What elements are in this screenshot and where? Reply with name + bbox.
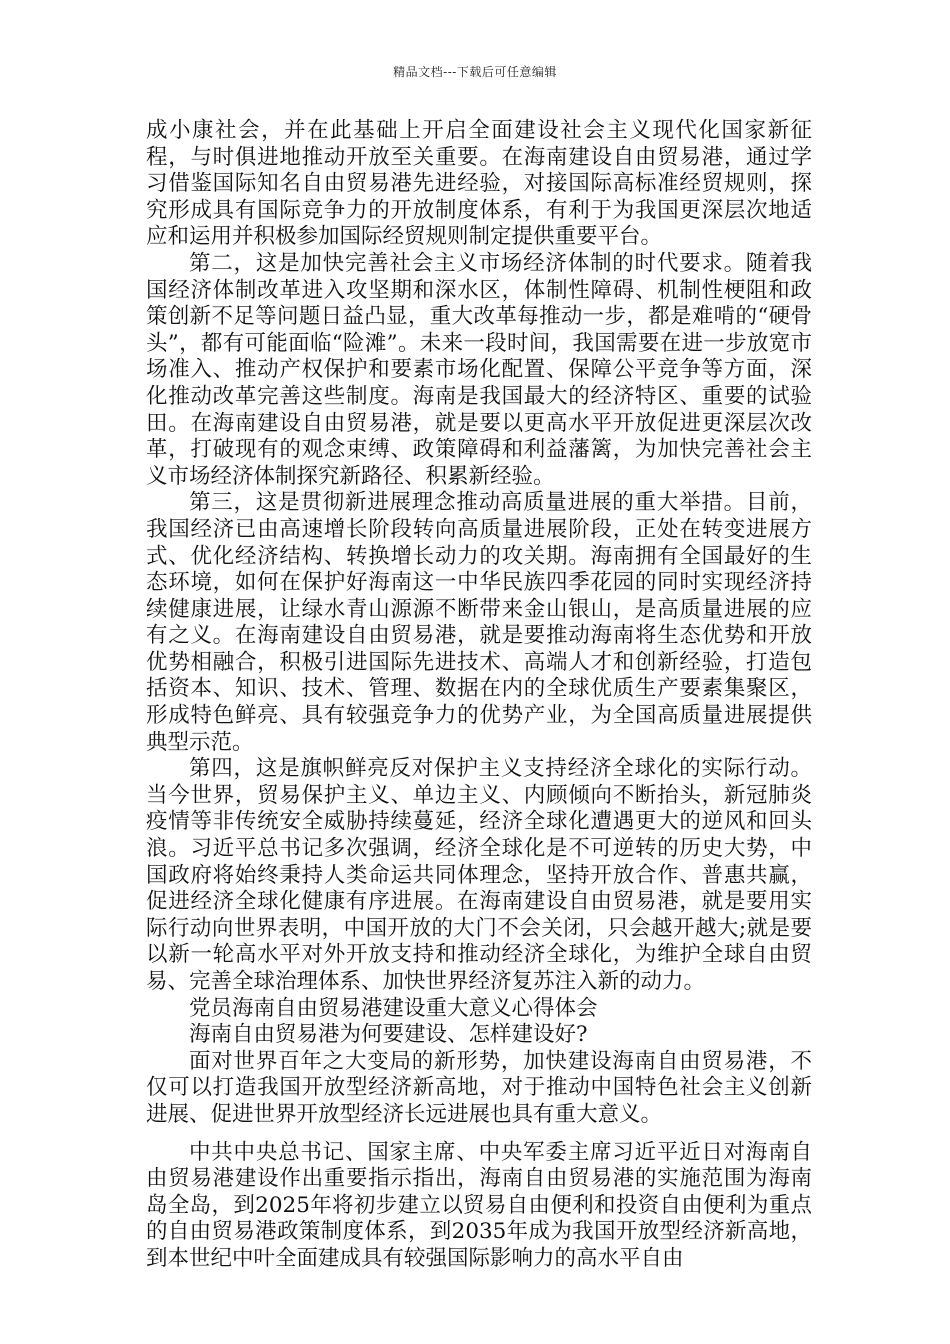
document-body (146, 118, 812, 1273)
section-subtitle: 海南自由贸易港为何要建设、怎样建设好? (189, 1022, 588, 1048)
paragraph-5: 面对世界百年之大变局的新形势，加快建设海南自由贸易港，不仅可以打造我国开放型经济新高地，对于推动中国特色社会主义创新进展、促进世界开放型经济长远进展也具有重大意义。 (146, 1048, 812, 1127)
section-title: 党员海南自由贸易港建设重大意义心得体会 (189, 995, 598, 1021)
paragraph-4: 第四，这是旗帜鲜亮反对保护主义支持经济全球化的实际行动。当今世界，贸易保护主义、单边主义、内顾倾向不断抬头，新冠肺炎疫情等非传统安全威胁持续蔓延，经济全球化遭遇更大的逆风和回头浪。习近平总书记多次强调，经济全球化是不可逆转的历史大势，中国政府将始终秉持人类命运共同体理念，坚持开放合作、普惠共赢，促进经济全球化健康有序进展。在海南建设自由贸易港，就是要用实际行动向世界表明，中国开放的大门不会关闭，只会越开越大;就是要以新一轮高水平对外开放支持和推动经济全球化，为维护全球自由贸易、完善全球治理体系、加快世界经济复苏注入新的动力。 (146, 756, 812, 994)
page-header: 精品文档---下载后可任意编辑 (393, 65, 557, 79)
paragraph-1: 成小康社会，并在此基础上开启全面建设社会主义现代化国家新征程，与时俱进地推动开放至关重要。在海南建设自由贸易港，通过学习借鉴国际知名自由贸易港先进经验，对接国际高标准经贸规则，探究形成具有国际竞争力的开放制度体系，有利于为我国更深层次地适应和运用并积极参加国际经贸规则制定提供重要平台。 (146, 118, 812, 250)
paragraph-3: 第三，这是贯彻新进展理念推动高质量进展的重大举措。目前，我国经济已由高速增长阶段转向高质量进展阶段，正处在转变进展方式、优化经济结构、转换增长动力的攻关期。海南拥有全国最好的生态环境，如何在保护好海南这一中华民族四季花园的同时实现经济持续健康进展，让绿水青山源源不断带来金山银山，是高质量进展的应有之义。在海南建设自由贸易港，就是要推动海南将生态优势和开放优势相融合，积极引进国际先进技术、高端人才和创新经验，打造包括资本、知识、技术、管理、数据在内的全球优质生产要素集聚区，形成特色鲜亮、具有较强竞争力的优势产业，为全国高质量进展提供典型示范。 (146, 490, 812, 755)
paragraph-6: 中共中央总书记、国家主席、中央军委主席习近平近日对海南自由贸易港建设作出重要指示指出，海南自由贸易港的实施范围为海南岛全岛，到2025年将初步建立以贸易自由便利和投资自由便利为重点的自由贸易港政策制度体系，到2035年成为我国开放型经济新高地，到本世纪中叶全面建成具有较强国际影响力的高水平自由 (146, 1139, 812, 1271)
paragraph-2: 第二，这是加快完善社会主义市场经济体制的时代要求。随着我国经济体制改革进入攻坚期和深水区，体制性障碍、机制性梗阻和政策创新不足等问题日益凸显，重大改革每推动一步，都是难啃的“硬骨头”，都有可能面临“险滩”。未来一段时间，我国需要在进一步放宽市场准入、推动产权保护和要素市场化配置、保障公平竞争等方面，深化推动改革完善这些制度。海南是我国最大的经济特区、重要的试验田。在海南建设自由贸易港，就是要以更高水平开放促进更深层次改革，打破现有的观念束缚、政策障碍和利益藩篱，为加快完善社会主义市场经济体制探究新路径、积累新经验。 (146, 250, 812, 489)
